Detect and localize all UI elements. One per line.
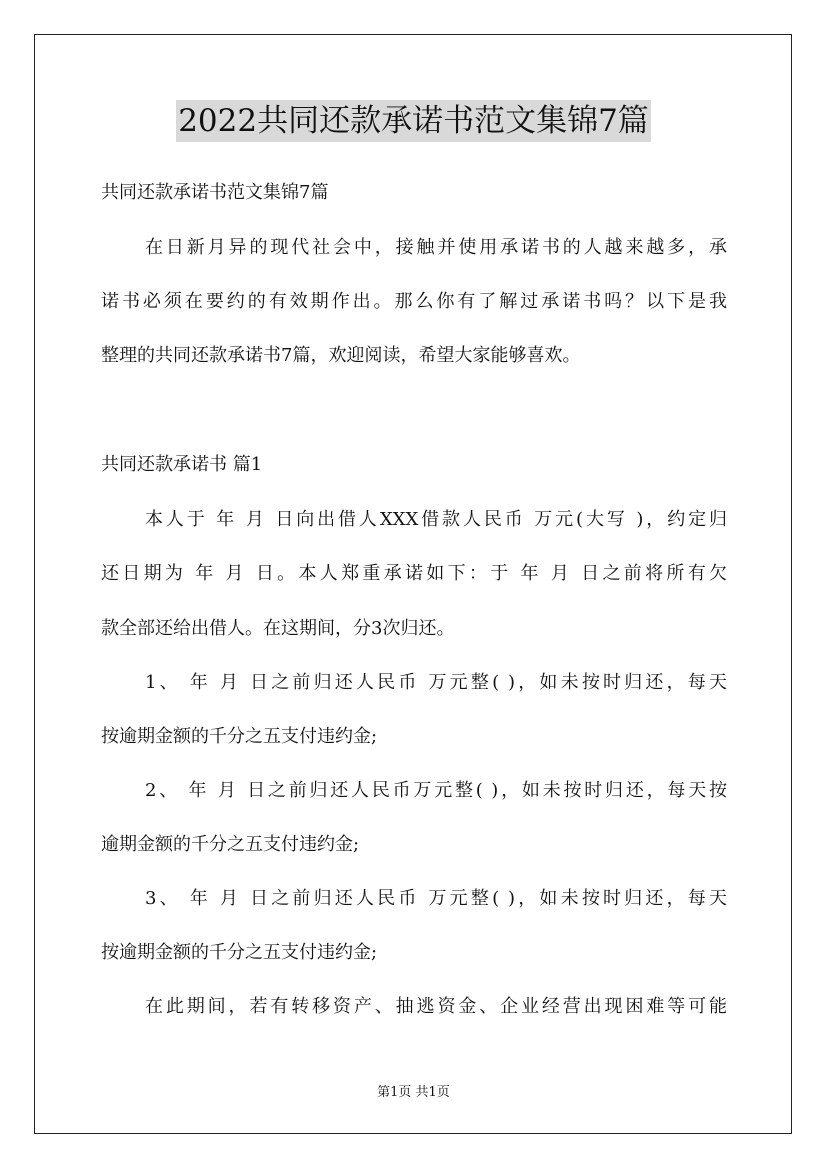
title-container: [0, 100, 827, 142]
subtitle-line: 共同还款承诺书范文集锦7篇: [101, 182, 329, 203]
paragraph-line: 款全部还给出借人。在这期间，分3次归还。: [101, 618, 455, 639]
list-item-line: 逾期金额的千分之五支付违约金;: [101, 834, 360, 855]
document-title: 2022共同还款承诺书范文集锦7篇: [176, 100, 651, 142]
paragraph-line: 本人于 年 月 日向出借人XXX借款人民币 万元(大写 )，约定归: [145, 509, 727, 530]
list-item-line: 按逾期金额的千分之五支付违约金;: [101, 726, 378, 747]
paragraph-line: 整理的共同还款承诺书7篇，欢迎阅读，希望大家能够喜欢。: [101, 345, 581, 366]
section-heading: 共同还款承诺书 篇1: [101, 454, 263, 475]
list-item-line: 2、 年 月 日之前归还人民币万元整( )，如未按时归还，每天按: [145, 780, 727, 801]
list-item-line: 3、 年 月 日之前归还人民币 万元整( )，如未按时归还，每天: [145, 888, 727, 909]
page-footer: 第1页 共1页: [377, 1085, 450, 1100]
paragraph-line: 在此期间，若有转移资产、抽逃资金、企业经营出现困难等可能: [145, 996, 727, 1017]
list-item-line: 按逾期金额的千分之五支付违约金;: [101, 942, 378, 963]
paragraph-line: 诺书必须在要约的有效期作出。那么你有了解过承诺书吗？以下是我: [101, 291, 727, 312]
paragraph-line: 还日期为 年 月 日。本人郑重承诺如下：于 年 月 日之前将所有欠: [101, 563, 727, 584]
paragraph-line: 在日新月异的现代社会中，接触并使用承诺书的人越来越多，承: [145, 237, 727, 258]
list-item-line: 1、 年 月 日之前归还人民币 万元整( )，如未按时归还，每天: [145, 672, 727, 693]
